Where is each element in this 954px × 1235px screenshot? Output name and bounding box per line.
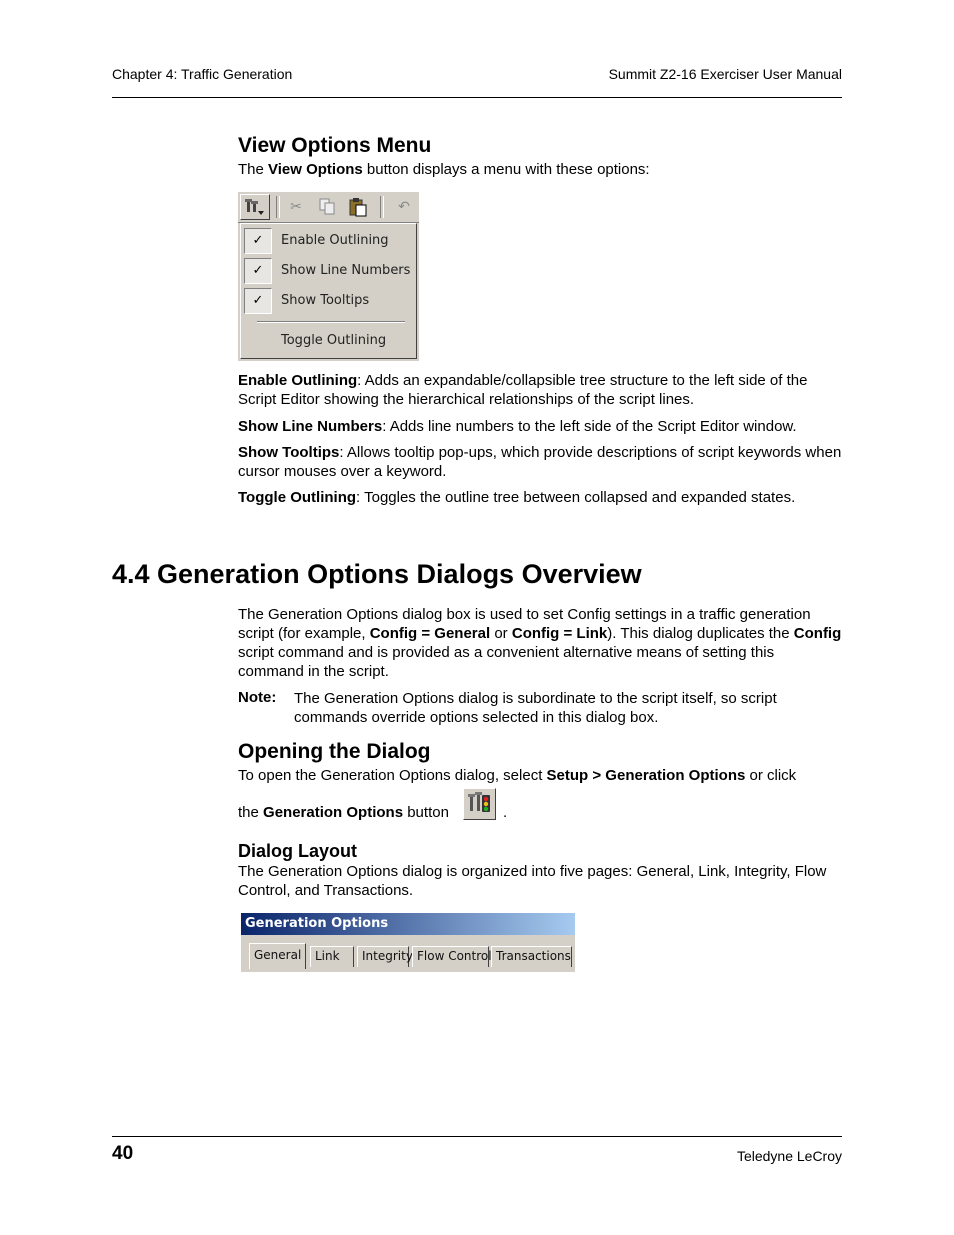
view-options-button[interactable] [240,194,270,220]
page-number: 40 [112,1143,134,1164]
dialog-layout-heading: Dialog Layout [238,841,358,861]
opening-dialog-line2: the Generation Options button [238,804,449,821]
note-text: The Generation Options dialog is subordinate to the script itself, so script commands override options selected in this dialog box. [294,690,777,726]
check-icon: ✓ [244,258,272,284]
menu-item-label: Show Line Numbers [281,263,411,278]
desc-show-tooltips: Show Tooltips: Allows tooltip pop-ups, which provide descriptions of script keywords when cursor mouses over a keyword. [238,444,842,480]
tab-integrity[interactable]: Integrity [357,946,409,967]
desc-toggle-outlining: Toggle Outlining: Toggles the outline tree between collapsed and expanded states. [238,489,796,506]
tab-general[interactable]: General [249,943,306,969]
paste-icon[interactable] [348,197,368,217]
note-label: Note: [238,689,277,706]
tab-transactions[interactable]: Transactions [491,946,572,967]
check-icon: ✓ [244,228,272,254]
running-header-manual-title: Summit Z2-16 Exerciser User Manual [608,66,842,82]
opening-dialog-heading: Opening the Dialog [238,740,431,763]
editor-toolbar [238,192,419,223]
tab-flow-control[interactable]: Flow Control [412,946,489,967]
desc-enable-outlining: Enable Outlining: Adds an expandable/collapsible tree structure to the left side of the Script Editor showing the hierarchical relationships of the script lines. [238,372,808,408]
menu-item-label: Enable Outlining [281,233,389,248]
dialog-title-bar: Generation Options [241,913,575,935]
view-options-dropdown [240,223,417,359]
toolbar-separator [380,196,384,218]
dialog-layout-text: The Generation Options dialog is organized into five pages: General, Link, Integrity, Flow Control, and Transactions. [238,863,827,899]
section-heading: 4.4 Generation Options Dialogs Overview [112,559,642,589]
tab-link[interactable]: Link [310,946,354,967]
view-options-heading: View Options Menu [238,134,432,157]
footer-rule [112,1136,842,1137]
check-icon: ✓ [244,288,272,314]
opening-dialog-line1: To open the Generation Options dialog, select Setup > Generation Options or click [238,767,797,784]
undo-icon[interactable]: ↶ [398,199,410,215]
menu-item-label: Toggle Outlining [281,333,387,348]
copy-icon[interactable] [317,197,337,217]
footer-company: Teledyne LeCroy [736,1148,842,1164]
opening-dialog-period: . [503,804,508,821]
view-options-intro: The View Options button displays a menu with these options: [238,161,650,178]
menu-item-toggle-outlining[interactable] [241,327,416,355]
desc-show-line-numbers: Show Line Numbers: Adds line numbers to the left side of the Script Editor window. [238,418,797,435]
view-options-menu-screenshot [238,192,419,361]
menu-item-show-tooltips[interactable] [241,287,416,315]
generation-options-icon [466,789,494,817]
menu-item-label: Show Tooltips [281,293,370,308]
menu-item-enable-outlining[interactable] [241,227,416,255]
header-rule [112,97,842,98]
generation-options-dialog-screenshot [241,913,575,972]
generation-options-button[interactable] [463,788,496,820]
view-options-icon [244,197,266,217]
section-intro-paragraph: The Generation Options dialog box is used to set Config settings in a traffic generation script (for example, Config = General or Config = Link). This dialog duplicates the Config script command and is provided as a convenient alternative means of setting this command in the script. [238,606,842,680]
menu-item-show-line-numbers[interactable] [241,257,416,285]
running-header-chapter: Chapter 4: Traffic Generation [112,66,293,82]
cut-icon[interactable]: ✂ [290,199,302,215]
toolbar-separator [276,196,280,218]
menu-divider [257,321,405,323]
